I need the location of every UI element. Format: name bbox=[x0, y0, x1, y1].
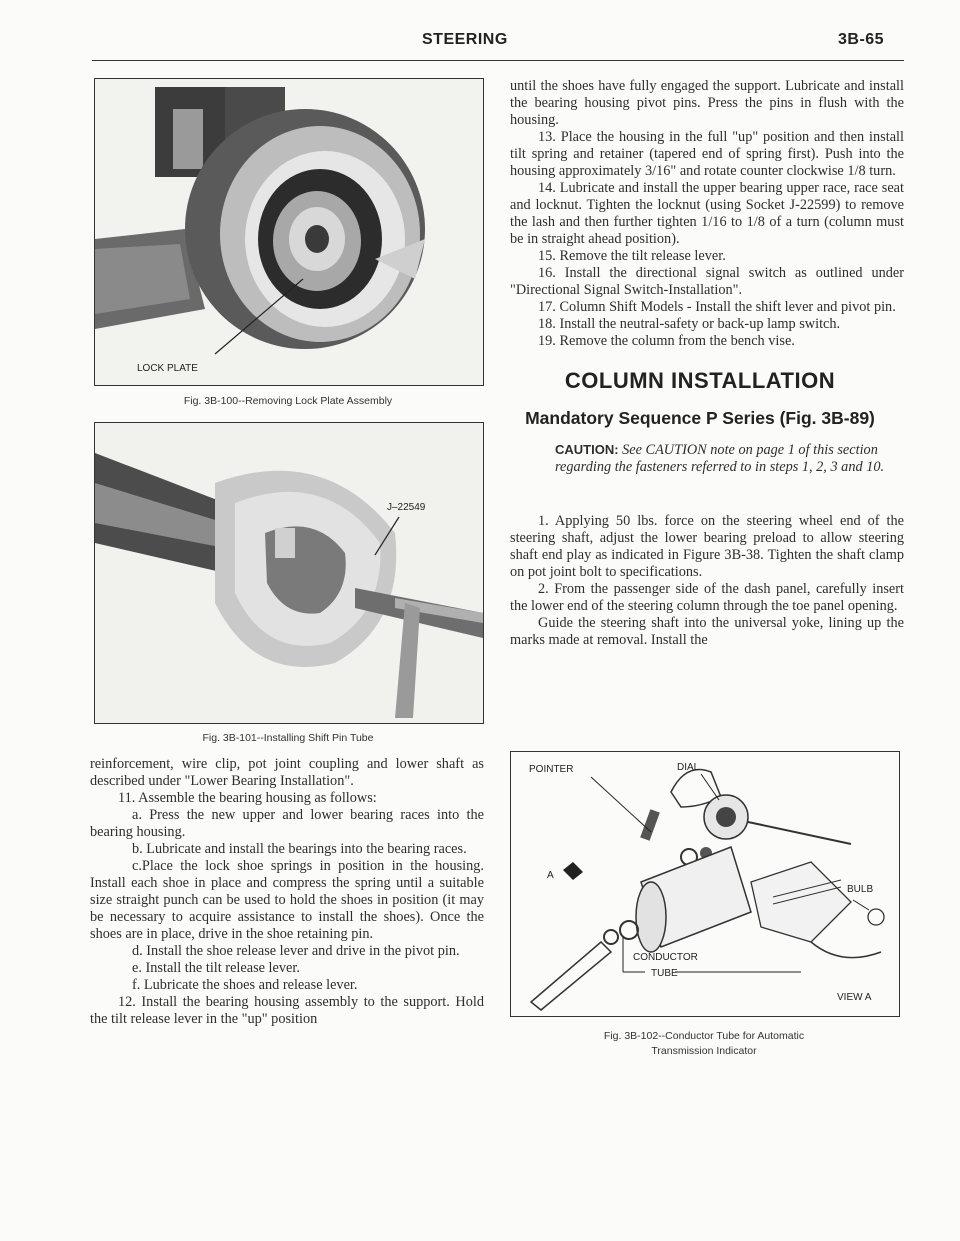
bulb-label: BULB bbox=[847, 884, 874, 895]
tube-label: TUBE bbox=[651, 968, 678, 979]
paragraph: reinforcement, wire clip, pot joint coupling and lower shaft as described under "Lower Bearing Installation". bbox=[90, 756, 484, 789]
paragraph: a. Press the new upper and lower bearing races into the bearing housing. bbox=[90, 807, 484, 840]
conductor-label: CONDUCTOR bbox=[633, 952, 698, 963]
paragraph: 19. Remove the column from the bench vise. bbox=[538, 333, 795, 349]
figure-3b-102 bbox=[510, 751, 900, 1017]
left-column-text bbox=[90, 756, 484, 1028]
paragraph: 2. From the passenger side of the dash panel, carefully insert the lower end of the steering column through the toe panel opening. bbox=[510, 581, 904, 614]
paragraph: 16. Install the directional signal switch as outlined under "Directional Signal Switch-Installation". bbox=[510, 265, 904, 298]
paragraph: 13. Place the housing in the full "up" position and then install tilt spring and retainer (tapered end of spring first). Push into the housing approximately 3/16" and rotate counter clockwise 1/8 turn. bbox=[510, 129, 904, 179]
figure-3b-100 bbox=[94, 78, 484, 386]
paragraph: 1. Applying 50 lbs. force on the steering wheel end of the steering shaft, adjust the lower bearing preload to allow steering shaft end play as indicated in Figure 3B-38. Tighten the shaft clamp on pot joint bolt to specifications. bbox=[510, 513, 904, 580]
caption-line: Fig. 3B-102--Conductor Tube for Automatic bbox=[603, 1030, 805, 1042]
paragraph: 12. Install the bearing housing assembly to the support. Hold the tilt release lever in the "up" position bbox=[90, 994, 484, 1027]
paragraph: 14. Lubricate and install the upper bearing upper race, race seat and locknut. Tighten the locknut (using Socket J-22599) to remove the lash and then further tighten 1/16 to 1/8 of a turn (column must be in straight ahead position). bbox=[510, 180, 904, 247]
paragraph: b. Lubricate and install the bearings into the bearing races. bbox=[132, 841, 467, 857]
right-column-text bbox=[510, 78, 904, 350]
tool-number-label: J–22549 bbox=[387, 502, 426, 513]
paragraph: 15. Remove the tilt release lever. bbox=[538, 248, 726, 264]
page-number: 3B-65 bbox=[838, 31, 885, 48]
paragraph: c.Place the lock shoe springs in position in the housing. Install each shoe in place and compress the spring until a suitable size straight punch can be used to hold the shoes in position (it may be necessary to acquire assistance to install the shoes). Once the shoes are in place, drive in the shoe retaining pin. bbox=[90, 858, 484, 942]
dial-label: DIAL bbox=[677, 762, 700, 773]
figure-3b-101-caption: Fig. 3B-101--Installing Shift Pin Tube bbox=[202, 732, 374, 744]
running-header-title: STEERING bbox=[422, 31, 508, 48]
section-subheading: Mandatory Sequence P Series (Fig. 3B-89) bbox=[525, 408, 875, 428]
paragraph: d. Install the shoe release lever and drive in the pivot pin. bbox=[132, 943, 460, 959]
caption-line: Transmission Indicator bbox=[651, 1045, 757, 1057]
section-heading: COLUMN INSTALLATION bbox=[564, 368, 836, 393]
paragraph: 18. Install the neutral-safety or back-up lamp switch. bbox=[538, 316, 841, 332]
lock-plate-label: LOCK PLATE bbox=[137, 363, 198, 374]
paragraph: e. Install the tilt release lever. bbox=[132, 960, 300, 976]
view-a-label: VIEW A bbox=[837, 992, 872, 1003]
paragraph: 17. Column Shift Models - Install the shift lever and pivot pin. bbox=[538, 299, 896, 315]
paragraph: 11. Assemble the bearing housing as follows: bbox=[118, 790, 377, 806]
paragraph: Guide the steering shaft into the universal yoke, lining up the marks made at removal. Install the bbox=[510, 615, 904, 648]
caution-label: CAUTION: bbox=[555, 442, 619, 457]
lock-plate-illustration bbox=[95, 79, 483, 385]
figure-3b-100-caption: Fig. 3B-100--Removing Lock Plate Assembly bbox=[183, 395, 393, 407]
pointer-label: POINTER bbox=[529, 764, 574, 775]
figure-3b-101 bbox=[94, 422, 484, 724]
paragraph: until the shoes have fully engaged the support. Lubricate and install the bearing housing pivot pins. Press the pins in flush with the housing. bbox=[510, 78, 904, 128]
caution-note bbox=[555, 441, 885, 476]
paragraph: f. Lubricate the shoes and release lever. bbox=[132, 977, 358, 993]
shift-pin-tube-illustration bbox=[95, 423, 483, 723]
figure-3b-102-caption bbox=[510, 1029, 898, 1059]
caution-text: See CAUTION note on page 1 of this section regarding the fasteners referred to in steps 1, 2, 3 and 10. bbox=[555, 442, 885, 475]
a-label: A bbox=[547, 870, 554, 881]
conductor-tube-illustration bbox=[511, 752, 899, 1016]
header-rule bbox=[92, 60, 904, 61]
installation-steps bbox=[510, 513, 904, 649]
